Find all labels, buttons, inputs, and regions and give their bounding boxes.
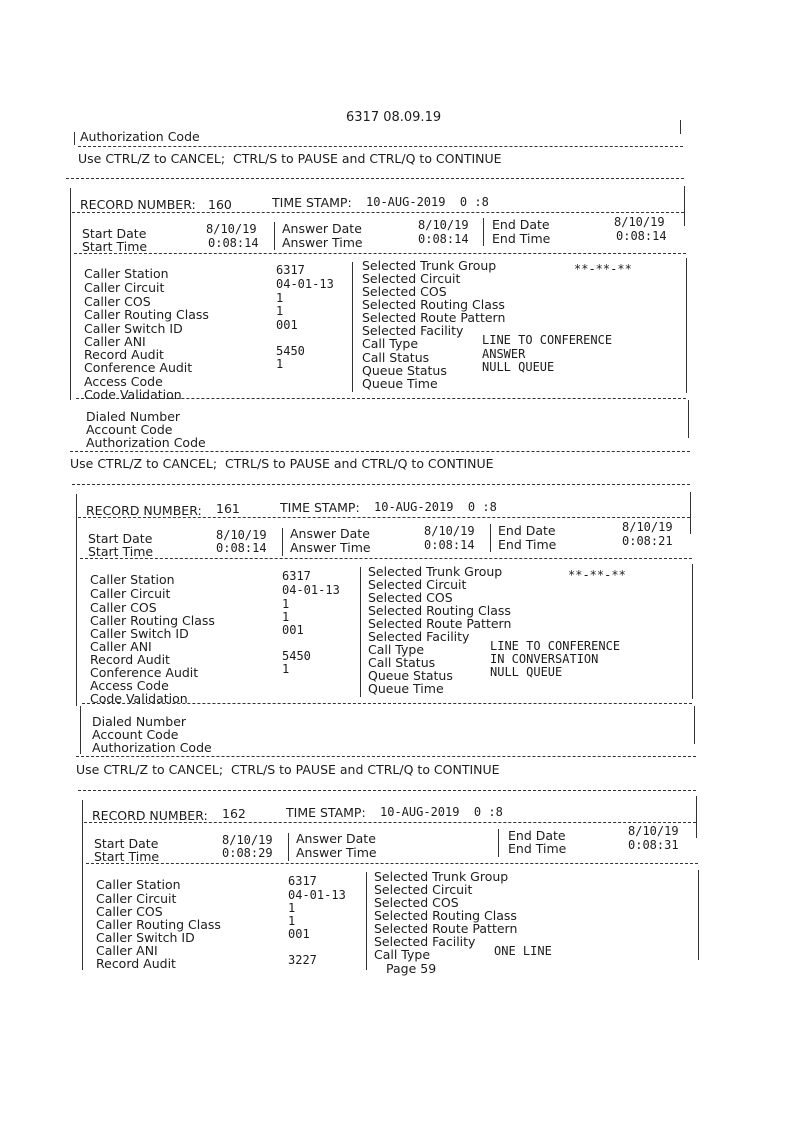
- record-right-border: [698, 870, 699, 960]
- account-code-label: Account Code: [86, 422, 173, 437]
- column-separator: [360, 567, 361, 697]
- call-type-value: LINE TO CONFERENCE: [482, 333, 613, 347]
- start-time-value: 0:08:14: [208, 236, 259, 250]
- end-date-value: 8/10/19: [628, 824, 679, 838]
- caller-cos-value: 1: [288, 901, 296, 915]
- start-date-label: Start Date: [82, 226, 147, 241]
- conference-audit-value: 1: [282, 662, 290, 676]
- divider: [76, 756, 696, 757]
- divider: [72, 212, 684, 213]
- record-audit-label: Record Audit: [84, 347, 164, 362]
- selected-facility-label: Selected Facility: [362, 323, 464, 338]
- selected-trunk-group-value: **-**-**: [574, 262, 632, 276]
- answer-date-label: Answer Date: [290, 526, 370, 541]
- divider: [74, 253, 686, 254]
- selected-cos-label: Selected COS: [362, 284, 447, 299]
- caller-station-value: 6317: [282, 569, 311, 583]
- divider: [78, 146, 683, 147]
- record-right-border: [696, 796, 697, 838]
- selected-route-pattern-label: Selected Route Pattern: [362, 310, 506, 325]
- caller-routing-class-label: Caller Routing Class: [90, 613, 215, 628]
- record-audit-value: 3227: [288, 953, 317, 967]
- answer-time-label: Answer Time: [290, 540, 371, 555]
- divider: [66, 178, 684, 179]
- start-date-value: 8/10/19: [222, 833, 273, 847]
- end-time-value: 0:08:31: [628, 838, 679, 852]
- column-separator: [282, 528, 283, 556]
- selected-route-pattern-label: Selected Route Pattern: [374, 921, 518, 936]
- caller-station-value: 6317: [288, 874, 317, 888]
- caller-routing-class-value: 1: [276, 304, 284, 318]
- code-validation-label: Code Validation: [84, 387, 182, 402]
- selected-routing-class-label: Selected Routing Class: [362, 297, 505, 312]
- time-stamp-label: TIME STAMP:: [280, 500, 360, 515]
- column-separator: [274, 222, 275, 250]
- caller-cos-value: 1: [276, 291, 284, 305]
- selected-cos-label: Selected COS: [368, 590, 453, 605]
- caller-ani-label: Caller ANI: [84, 334, 146, 349]
- answer-time-label: Answer Time: [296, 845, 377, 860]
- answer-time-value: 0:08:14: [418, 232, 469, 246]
- end-date-value: 8/10/19: [614, 215, 665, 229]
- caller-cos-label: Caller COS: [96, 904, 163, 919]
- authorization-code-label: Authorization Code: [80, 129, 200, 144]
- record-number-value: 160: [208, 197, 232, 212]
- selected-circuit-label: Selected Circuit: [362, 271, 461, 286]
- caller-ani-label: Caller ANI: [96, 943, 158, 958]
- queue-status-value: NULL QUEUE: [482, 360, 555, 374]
- end-time-label: End Time: [498, 537, 557, 552]
- record-number-label: RECORD NUMBER:: [86, 503, 202, 518]
- queue-status-value: NULL QUEUE: [490, 665, 563, 679]
- caller-switch-id-label: Caller Switch ID: [96, 930, 195, 945]
- dialed-number-label: Dialed Number: [92, 714, 187, 729]
- time-stamp-label: TIME STAMP:: [272, 195, 352, 210]
- caller-switch-id-label: Caller Switch ID: [84, 321, 183, 336]
- caller-routing-class-label: Caller Routing Class: [84, 307, 209, 322]
- selected-facility-label: Selected Facility: [374, 934, 476, 949]
- call-type-value: LINE TO CONFERENCE: [490, 639, 621, 653]
- call-status-value: ANSWER: [482, 347, 526, 361]
- answer-date-label: Answer Date: [296, 831, 376, 846]
- answer-date-label: Answer Date: [282, 221, 362, 236]
- record-right-border: [688, 400, 689, 438]
- call-type-label: Call Type: [368, 642, 425, 657]
- access-code-label: Access Code: [84, 374, 163, 389]
- start-date-value: 8/10/19: [206, 222, 257, 236]
- caller-cos-value: 1: [282, 597, 290, 611]
- time-stamp-label: TIME STAMP:: [286, 805, 366, 820]
- record-audit-value: 5450: [282, 649, 311, 663]
- selected-trunk-group-label: Selected Trunk Group: [362, 258, 497, 273]
- continue-prompt: Use CTRL/Z to CANCEL; CTRL/S to PAUSE and CTRL/Q to CONTINUE: [78, 151, 502, 166]
- caller-cos-label: Caller COS: [84, 294, 151, 309]
- caller-station-label: Caller Station: [90, 572, 175, 587]
- conference-audit-label: Conference Audit: [84, 360, 193, 375]
- record-right-border: [692, 564, 693, 699]
- selected-trunk-group-value: **-**-**: [568, 568, 626, 582]
- caller-switch-id-value: 001: [282, 623, 304, 637]
- divider: [70, 451, 690, 452]
- continue-prompt: Use CTRL/Z to CANCEL; CTRL/S to PAUSE and CTRL/Q to CONTINUE: [76, 762, 500, 777]
- divider: [78, 790, 696, 791]
- record-number-label: RECORD NUMBER:: [80, 197, 196, 212]
- divider: [76, 398, 686, 399]
- column-separator: [498, 829, 499, 857]
- selected-circuit-label: Selected Circuit: [368, 577, 467, 592]
- record-audit-label: Record Audit: [96, 956, 176, 971]
- record-right-border: [694, 706, 695, 744]
- selected-routing-class-label: Selected Routing Class: [368, 603, 511, 618]
- record-left-border: [70, 188, 71, 400]
- queue-status-label: Queue Status: [368, 668, 453, 683]
- divider: [78, 517, 690, 518]
- caller-station-label: Caller Station: [84, 266, 169, 281]
- account-code-label: Account Code: [92, 727, 179, 742]
- queue-status-label: Queue Status: [362, 363, 447, 378]
- time-stamp-value: 10-AUG-2019 0 :8: [380, 805, 503, 819]
- column-separator: [490, 524, 491, 552]
- caller-circuit-value: 04-01-13: [288, 888, 346, 902]
- answer-time-label: Answer Time: [282, 235, 363, 250]
- caller-station-label: Caller Station: [96, 877, 181, 892]
- caller-switch-id-value: 001: [288, 927, 310, 941]
- call-status-label: Call Status: [362, 350, 430, 365]
- caller-circuit-label: Caller Circuit: [96, 891, 177, 906]
- end-date-label: End Date: [492, 217, 550, 232]
- record-number-value: 162: [222, 806, 246, 821]
- selected-route-pattern-label: Selected Route Pattern: [368, 616, 512, 631]
- column-separator: [483, 218, 484, 246]
- caller-routing-class-value: 1: [288, 914, 296, 928]
- conference-audit-value: 1: [276, 357, 284, 371]
- caller-switch-id-value: 001: [276, 318, 298, 332]
- access-code-label: Access Code: [90, 678, 169, 693]
- record-audit-label: Record Audit: [90, 652, 170, 667]
- caller-station-value: 6317: [276, 263, 305, 277]
- caller-circuit-label: Caller Circuit: [90, 586, 171, 601]
- column-separator: [352, 262, 353, 392]
- queue-time-label: Queue Time: [362, 376, 438, 391]
- record-right-border: [686, 258, 687, 393]
- conference-audit-label: Conference Audit: [90, 665, 199, 680]
- queue-time-label: Queue Time: [368, 681, 444, 696]
- end-time-label: End Time: [508, 841, 567, 856]
- end-time-label: End Time: [492, 231, 551, 246]
- start-time-label: Start Time: [82, 239, 148, 254]
- left-bar: [74, 132, 75, 145]
- call-type-label: Call Type: [374, 947, 431, 962]
- caller-circuit-label: Caller Circuit: [84, 280, 165, 295]
- start-date-value: 8/10/19: [216, 528, 267, 542]
- start-time-label: Start Time: [88, 544, 154, 559]
- start-time-value: 0:08:29: [222, 846, 273, 860]
- caller-switch-id-label: Caller Switch ID: [90, 626, 189, 641]
- selected-cos-label: Selected COS: [374, 895, 459, 910]
- call-type-value: ONE LINE: [494, 944, 552, 958]
- time-stamp-value: 10-AUG-2019 0 :8: [366, 195, 489, 209]
- record-left-border: [82, 800, 83, 970]
- divider: [80, 558, 692, 559]
- authorization-code-label: Authorization Code: [92, 740, 212, 755]
- caller-routing-class-value: 1: [282, 610, 290, 624]
- record-right-border: [684, 186, 685, 226]
- column-separator: [288, 833, 289, 861]
- end-time-value: 0:08:21: [622, 534, 673, 548]
- record-left-border: [80, 706, 81, 754]
- caller-ani-label: Caller ANI: [90, 639, 152, 654]
- start-date-label: Start Date: [94, 836, 159, 851]
- divider: [82, 703, 692, 704]
- call-status-value: IN CONVERSATION: [490, 652, 599, 666]
- end-time-value: 0:08:14: [616, 229, 667, 243]
- caller-circuit-value: 04-01-13: [282, 583, 340, 597]
- divider: [86, 863, 698, 864]
- caller-cos-label: Caller COS: [90, 600, 157, 615]
- authorization-code-label: Authorization Code: [86, 435, 206, 450]
- caller-circuit-value: 04-01-13: [276, 277, 334, 291]
- selected-circuit-label: Selected Circuit: [374, 882, 473, 897]
- page-number: Page 59: [386, 961, 437, 976]
- selected-trunk-group-label: Selected Trunk Group: [368, 564, 503, 579]
- time-stamp-value: 10-AUG-2019 0 :8: [374, 500, 497, 514]
- record-number-label: RECORD NUMBER:: [92, 808, 208, 823]
- continue-prompt: Use CTRL/Z to CANCEL; CTRL/S to PAUSE and CTRL/Q to CONTINUE: [70, 456, 494, 471]
- answer-time-value: 0:08:14: [424, 538, 475, 552]
- dialed-number-label: Dialed Number: [86, 409, 181, 424]
- divider: [72, 484, 690, 485]
- answer-date-value: 8/10/19: [418, 218, 469, 232]
- start-time-label: Start Time: [94, 849, 160, 864]
- selected-routing-class-label: Selected Routing Class: [374, 908, 517, 923]
- start-time-value: 0:08:14: [216, 541, 267, 555]
- divider: [84, 822, 696, 823]
- call-type-label: Call Type: [362, 336, 419, 351]
- code-validation-label: Code Validation: [90, 691, 188, 706]
- end-date-label: End Date: [498, 523, 556, 538]
- answer-date-value: 8/10/19: [424, 524, 475, 538]
- start-date-label: Start Date: [88, 531, 153, 546]
- column-separator: [366, 872, 367, 970]
- selected-trunk-group-label: Selected Trunk Group: [374, 869, 509, 884]
- margin-bar: [680, 120, 681, 134]
- selected-facility-label: Selected Facility: [368, 629, 470, 644]
- end-date-label: End Date: [508, 828, 566, 843]
- record-audit-value: 5450: [276, 344, 305, 358]
- document-header: 6317 08.09.19: [346, 110, 442, 125]
- record-right-border: [690, 492, 691, 534]
- caller-routing-class-label: Caller Routing Class: [96, 917, 221, 932]
- end-date-value: 8/10/19: [622, 520, 673, 534]
- call-status-label: Call Status: [368, 655, 436, 670]
- record-left-border: [76, 494, 77, 706]
- record-number-value: 161: [216, 501, 240, 516]
